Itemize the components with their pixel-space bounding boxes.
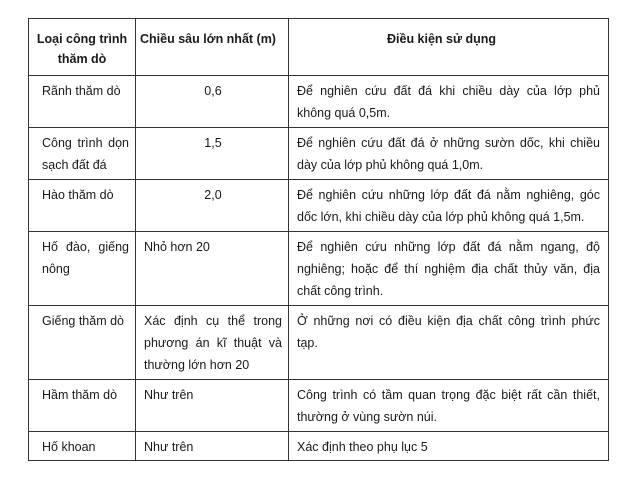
- cell-type: Rãnh thăm dò: [29, 76, 136, 128]
- cell-type: Hố khoan: [29, 432, 136, 461]
- cell-depth: Như trên: [136, 380, 289, 432]
- cell-type: Hầm thăm dò: [29, 380, 136, 432]
- table-row: [29, 180, 609, 232]
- cell-condition: Xác định theo phụ lục 5: [289, 432, 609, 461]
- cell-type: Hào thăm dò: [29, 180, 136, 232]
- cell-condition: Để nghiên cứu đất đá khi chiều dày của lớp phủ không quá 0,5m.: [289, 76, 609, 128]
- cell-condition: Ở những nơi có điều kiện địa chất công trình phức tạp.: [289, 306, 609, 380]
- header-condition: Điều kiện sử dụng: [289, 19, 609, 76]
- table-row: [29, 380, 609, 432]
- cell-condition: Công trình có tầm quan trọng đặc biệt rất cần thiết, thường ở vùng sườn núi.: [289, 380, 609, 432]
- table-row: [29, 232, 609, 306]
- cell-depth: Nhỏ hơn 20: [136, 232, 289, 306]
- cell-depth: 0,6: [136, 76, 289, 128]
- header-max-depth: Chiều sâu lớn nhất (m): [136, 19, 289, 76]
- exploration-works-table: [28, 18, 609, 461]
- cell-depth: Xác định cụ thể trong phương án kĩ thuật và thường lớn hơn 20: [136, 306, 289, 380]
- cell-type: Hố đào, giếng nông: [29, 232, 136, 306]
- table-row: [29, 432, 609, 461]
- cell-type: Giếng thăm dò: [29, 306, 136, 380]
- table-row: [29, 76, 609, 128]
- cell-depth: Như trên: [136, 432, 289, 461]
- cell-depth: 2,0: [136, 180, 289, 232]
- table-row: [29, 306, 609, 380]
- table-row: [29, 128, 609, 180]
- cell-depth: 1,5: [136, 128, 289, 180]
- header-type: Loại công trình thăm dò: [29, 19, 136, 76]
- cell-condition: Để nghiên cứu những lớp đất đá nằm nghiêng, góc dốc lớn, khi chiều dày của lớp phủ không quá 1,5m.: [289, 180, 609, 232]
- cell-type: Công trình dọn sạch đất đá: [29, 128, 136, 180]
- table-header-row: [29, 19, 609, 76]
- cell-condition: Để nghiên cứu những lớp đất đá nằm ngang, độ nghiêng; hoặc để thí nghiệm địa chất thủy văn, địa chất công trình.: [289, 232, 609, 306]
- cell-condition: Để nghiên cứu đất đá ở những sườn dốc, khi chiều dày của lớp phủ không quá 1,0m.: [289, 128, 609, 180]
